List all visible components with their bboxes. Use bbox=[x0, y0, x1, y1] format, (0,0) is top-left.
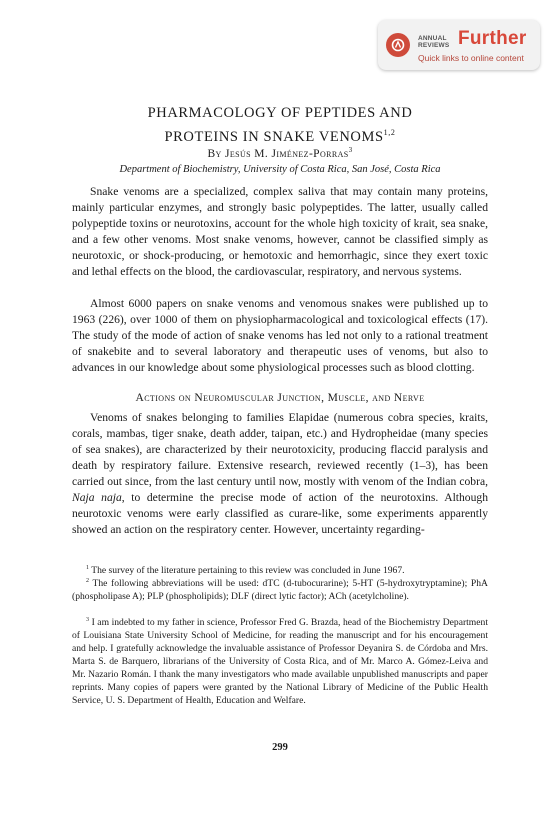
section-paragraph bbox=[72, 410, 488, 538]
article-title-line-2-text: PROTEINS IN SNAKE VENOMS bbox=[164, 128, 384, 145]
author-affiliation: Department of Biochemistry, University of Costa Rica, San José, Costa Rica bbox=[119, 164, 441, 175]
footnote-1-text: The survey of the literature pertaining to this review was concluded in June 1967. bbox=[91, 565, 405, 577]
article-title-line-2 bbox=[0, 123, 560, 147]
footnote-1-mark: 1 bbox=[86, 565, 89, 571]
footnote-3 bbox=[72, 614, 488, 707]
section-paragraph-text-end: , to determine the precise mode of action of the neurotoxins. Although neurotoxic venoms were early classified as curare-like, some experiments apparently showed an action on the respiratory center. However, uncertainty regarding- bbox=[72, 491, 488, 536]
footnote-2-text: The following abbreviations will be used: dTC (d-tubocurarine); 5-HT (5-hydroxytryptamine); PhA (phospholipase A); PLP (phospholipids); DLF (direct lytic factor); ACh (acetylcholine). bbox=[72, 578, 488, 603]
annual-reviews-further-badge[interactable] bbox=[378, 20, 540, 70]
author-footnote-mark: 3 bbox=[348, 146, 353, 154]
badge-subtitle[interactable]: Quick links to online content bbox=[418, 53, 524, 63]
footnote-3-mark: 3 bbox=[86, 617, 89, 623]
author-byline bbox=[0, 146, 560, 160]
badge-brand-label: ANNUAL REVIEWS bbox=[418, 35, 450, 49]
section-paragraph-text-start: Venoms of snakes belonging to families Elapidae (numerous cobra species, kraits, corals, mambas, tiger snake, death adder, taipan, etc.) and Hydropheidae (many species of sea snakes), are characterized by their neurotoxicity, producing flaccid paralysis and death by respiratory failure. Extensive research, reviewed recently (1–3), has been carried out since, from the last century until now, mostly with venom of the Indian cobra, bbox=[72, 411, 488, 488]
annual-reviews-logo-icon bbox=[386, 33, 410, 57]
author-name: By Jesús M. Jiménez-Porras bbox=[207, 147, 349, 160]
section-heading: Actions on Neuromuscular Junction, Muscle, and Nerve bbox=[135, 392, 425, 404]
title-footnote-marks: 1,2 bbox=[383, 128, 396, 137]
footnote-2 bbox=[72, 575, 488, 603]
badge-further-label[interactable]: Further bbox=[458, 28, 527, 49]
page-number: 299 bbox=[272, 742, 288, 753]
species-name: Naja naja bbox=[72, 491, 122, 504]
article-title-line-1: PHARMACOLOGY OF PEPTIDES AND bbox=[147, 105, 413, 121]
intro-paragraph-1: Snake venoms are a specialized, complex saliva that may contain many proteins, mainly particular enzymes, and strongly basic polypeptides. The latter, usually called polypeptide toxins or neurotoxins, account for the whole high toxicity of krait, sea snake, and a few other venoms. Most snake venoms, however, cannot be classified simply as neurotoxic, or shock-producing, or hemotoxic and hemorrhagic, since they exert toxic and lethal effects on the blood, the cardiovascular, respiratory, and nervous systems. bbox=[72, 185, 488, 278]
intro-paragraph-2: Almost 6000 papers on snake venoms and venomous snakes were published up to 1963 (226), over 1000 of them on physiopharmacological and toxicological effects (17). The study of the mode of action of snake venoms has led not only to a rational treatment of snakebite and to several laboratory and therapeutic uses of venoms, but also to advances in our knowledge about some physiological processes such as blood clotting. bbox=[72, 297, 488, 374]
footnote-2-mark: 2 bbox=[86, 578, 89, 584]
footnote-3-text: I am indebted to my father in science, Professor Fred G. Brazda, head of the Biochemistry Department of Louisiana State University School of Medicine, for reading the manuscript and for his encouragement and help. I gratefully acknowledge the invaluable assistance of Professor Deyanira S. de Córdoba and Mrs. Marta S. de Barquero, librarians of the University of Costa Rica, and of Mr. Marco A. Gómez-Leiva and Mr. Nazario Román. I thank the many investigators who made available unpublished manuscripts and paper reprints. Many copies of papers were granted by the National Library of Medicine of the Public Health Service, U. S. Department of Health, Education and Welfare. bbox=[72, 617, 488, 707]
